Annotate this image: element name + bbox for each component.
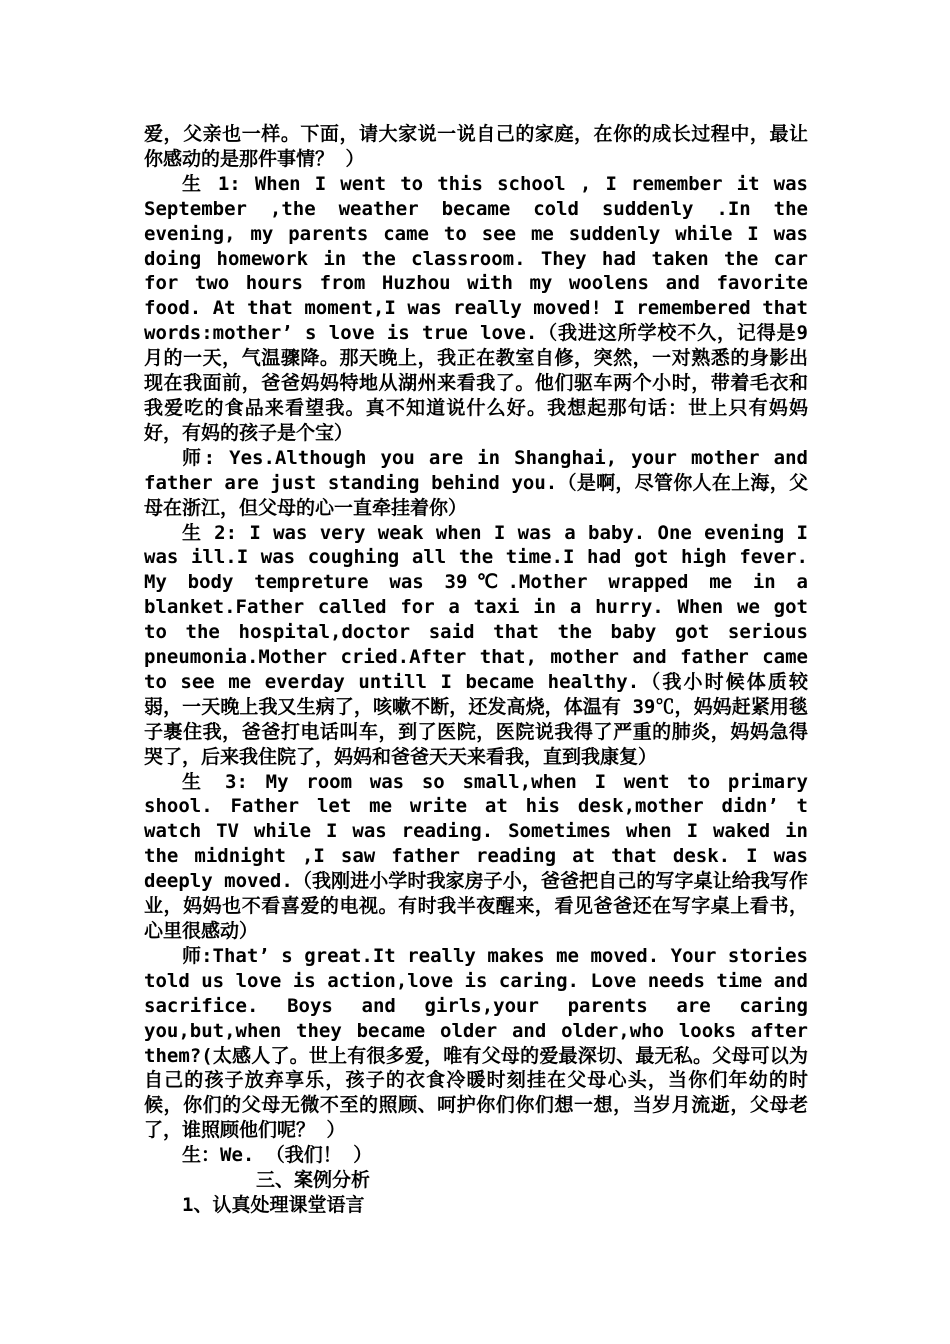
subheading: 1、认真处理课堂语言 bbox=[182, 1193, 365, 1216]
paragraph-intro: 爱，父亲也一样。下面，请大家说一说自己的家庭，在你的成长过程中，最让你感动的是那件事情？ ） bbox=[144, 123, 808, 170]
paragraph-teacher-2: 师:That’ s great.It really makes me moved. Your stories told us love is action,love is caring. Love needs time and sacrifice. Boys and girls,your parents are caring you,but,when they became older and older,who looks after them?(太感人了。世上有很多爱，唯有父母的爱最深切、最无私。父母可以为自己的孩子放弃享乐，孩子的衣食冷暖时刻挂在父母心头，当你们年幼的时候，你们的父母无微不至的照顾、呵护你们你们想一想，当岁月流逝，父母老了，谁照顾他们呢？ ） bbox=[144, 944, 808, 1142]
paragraph-teacher-1: 师: Yes.Although you are in Shanghai, your mother and father are just standing behind you.（是啊，尽管你人在上海，父母在浙江，但父母的心一直牵挂着你） bbox=[144, 446, 808, 519]
document-page bbox=[144, 122, 808, 1218]
paragraph-student-1: 生 1: When I went to this school , I remember it was September ,the weather became cold suddenly .In the evening, my parents came to see me suddenly while I was doing homework in the classroom. They had taken the car for two hours from Huzhou with my woolens and favorite food. At that moment,I was really moved! I remembered that words:mother’ s love is true love.（我进这所学校不久，记得是9 月的一天，气温骤降。那天晚上，我正在教室自修，突然，一对熟悉的身影出现在我面前，爸爸妈妈特地从湖州来看我了。他们驱车两个小时，带着毛衣和我爱吃的食品来看望我。真不知道说什么好。我想起那句话：世上只有妈妈好，有妈的孩子是个宝） bbox=[144, 172, 808, 444]
paragraph-students-reply: 生：We. （我们！ ） bbox=[182, 1144, 373, 1167]
section-heading: 三、案例分析 bbox=[256, 1169, 371, 1192]
paragraph-student-2: 生 2: I was very weak when I was a baby. One evening I was ill.I was coughing all the time.I had got high fever. My body tempreture was 39℃.Mother wrapped me in a blanket.Father called for a taxi in a hurry. When we got to the hospital,doctor said that the baby got serious pneumonia.Mother cried.After that, mother and father came to see me everday untill I became healthy.（我小时候体质较弱，一天晚上我又生病了，咳嗽不断，还发高烧，体温有 39℃，妈妈赶紧用毯子裹住我，爸爸打电话叫车，到了医院，医院说我得了严重的肺炎，妈妈急得哭了，后来我住院了，妈妈和爸爸天天来看我，直到我康复） bbox=[144, 521, 808, 768]
paragraph-student-3: 生 3: My room was so small,when I went to primary shool. Father let me write at his desk,mother didn’ t watch TV while I was reading. Sometimes when I waked in the midnight ,I saw father reading at that desk. I was deeply moved.（我刚进小学时我家房子小，爸爸把自己的写字桌让给我写作业，妈妈也不看喜爱的电视。有时我半夜醒来，看见爸爸还在写字桌上看书，心里很感动） bbox=[144, 770, 808, 942]
